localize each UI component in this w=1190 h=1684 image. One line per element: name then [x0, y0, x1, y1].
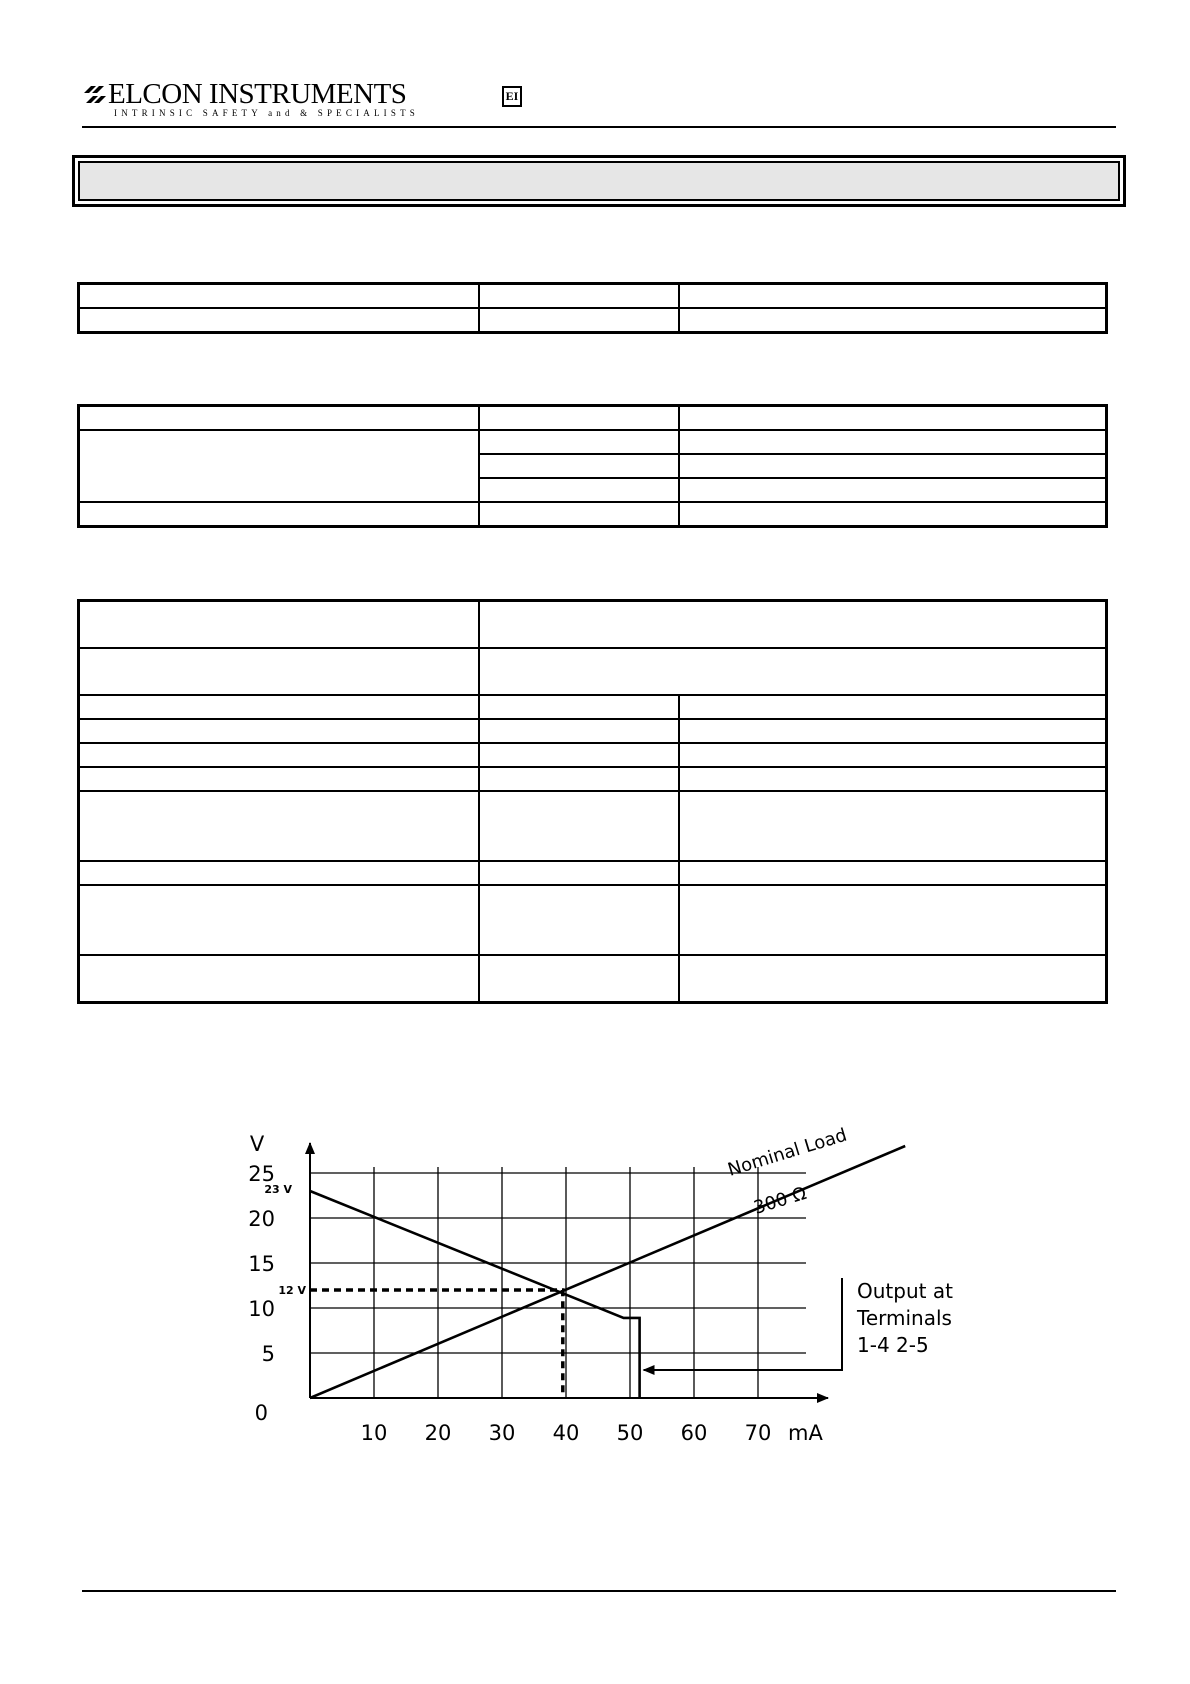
- elcon-logo-icon: [84, 86, 106, 104]
- table-cell: [479, 743, 679, 767]
- table-cell: [479, 601, 1107, 649]
- chart-series: [310, 1146, 905, 1398]
- table-cell: [79, 502, 479, 527]
- table-cell: [79, 861, 479, 885]
- y-tick-label: 15: [248, 1252, 275, 1276]
- title-band-inner: [78, 161, 1120, 201]
- table-cell: [679, 695, 1107, 719]
- table-row: [79, 284, 1107, 309]
- y-tick-label: 5: [261, 1342, 275, 1366]
- table-cell: [479, 719, 679, 743]
- x-tick-label: 60: [680, 1421, 708, 1445]
- table-row: [79, 502, 1107, 527]
- table-cell: [679, 885, 1107, 955]
- table-cell: [679, 502, 1107, 527]
- table-cell: [679, 719, 1107, 743]
- table-row: [79, 406, 1107, 431]
- table-cell: [679, 861, 1107, 885]
- output-callout-arrow: [644, 1278, 842, 1370]
- table-cell: [679, 430, 1107, 454]
- x-tick-label: 10: [360, 1421, 388, 1445]
- y-tick-label: 25: [248, 1162, 275, 1186]
- table-cell: [679, 767, 1107, 791]
- table-cell: [479, 767, 679, 791]
- table-cell: [79, 308, 479, 333]
- output-characteristic-chart: [230, 1116, 970, 1466]
- spec-table-3: [77, 599, 1108, 1004]
- page-header: [84, 80, 1114, 128]
- y-tick-label: 10: [248, 1297, 275, 1321]
- table-row: [79, 648, 1107, 695]
- table-cell: [479, 502, 679, 527]
- table-cell: [479, 861, 679, 885]
- table-cell: [479, 885, 679, 955]
- table-cell: [679, 791, 1107, 861]
- table-cell: [479, 406, 679, 431]
- table-row: [79, 861, 1107, 885]
- table-cell: [79, 284, 479, 309]
- table-cell: [79, 791, 479, 861]
- y-tick-label: 20: [248, 1207, 275, 1231]
- brand-tagline: INTRINSIC SAFETY and & SPECIALISTS: [114, 108, 419, 118]
- table-cell: [79, 430, 479, 502]
- table-cell: [679, 406, 1107, 431]
- table-row: [79, 743, 1107, 767]
- table-cell: [479, 454, 679, 478]
- footer-rule: [82, 1590, 1116, 1592]
- nominal-load-label: Nominal Load: [725, 1124, 850, 1181]
- x-tick-label: 50: [616, 1421, 644, 1445]
- x-tick-label: 30: [488, 1421, 516, 1445]
- table-cell: [79, 743, 479, 767]
- table-cell: [679, 478, 1107, 502]
- table-cell: [679, 308, 1107, 333]
- x-axis-unit: mA: [788, 1421, 823, 1445]
- brand-box-logo: EI: [502, 86, 522, 107]
- chart-gridlines: [310, 1167, 806, 1398]
- table-cell: [679, 743, 1107, 767]
- output-label-line-1: Output at: [857, 1279, 953, 1303]
- table-row: [79, 695, 1107, 719]
- table-cell: [79, 767, 479, 791]
- table-row: [79, 601, 1107, 649]
- header-rule: [82, 126, 1116, 128]
- table-cell: [79, 406, 479, 431]
- table-cell: [479, 308, 679, 333]
- load-resistance-label: 300 Ω: [751, 1182, 809, 1219]
- table-cell: [79, 648, 479, 695]
- table-cell: [479, 478, 679, 502]
- table-row: [79, 955, 1107, 1003]
- table-cell: [79, 695, 479, 719]
- x-tick-label: 20: [424, 1421, 452, 1445]
- chart-axes: [310, 1143, 828, 1398]
- table-cell: [479, 284, 679, 309]
- table-cell: [79, 955, 479, 1003]
- table-row: [79, 719, 1107, 743]
- table-cell: [679, 284, 1107, 309]
- table-cell: [79, 885, 479, 955]
- table-cell: [79, 719, 479, 743]
- x-tick-label: 40: [552, 1421, 580, 1445]
- table-cell: [479, 430, 679, 454]
- origin-label: 0: [254, 1401, 268, 1425]
- output-label-line-3: 1-4 2-5: [857, 1333, 929, 1357]
- output-label-line-2: Terminals: [857, 1306, 952, 1330]
- table-cell: [679, 454, 1107, 478]
- spec-table-2: [77, 404, 1108, 528]
- table-cell: [79, 601, 479, 649]
- y-axis-unit: V: [249, 1132, 265, 1156]
- marker-23v: 23 V: [264, 1183, 292, 1196]
- table-row: [79, 308, 1107, 333]
- table-cell: [679, 955, 1107, 1003]
- table-cell: [479, 648, 1107, 695]
- nominal-load-line: [310, 1146, 905, 1398]
- brand-name: ELCON INSTRUMENTS: [108, 78, 407, 110]
- output-characteristic-line: [310, 1191, 640, 1398]
- marker-12v: 12 V: [278, 1284, 306, 1297]
- table-row: [79, 791, 1107, 861]
- title-band: [72, 155, 1126, 207]
- table-row: [79, 767, 1107, 791]
- table-cell: [479, 791, 679, 861]
- spec-table-1: [77, 282, 1108, 334]
- table-cell: [479, 955, 679, 1003]
- table-row: [79, 885, 1107, 955]
- table-cell: [479, 695, 679, 719]
- table-row: [79, 430, 1107, 454]
- x-tick-label: 70: [744, 1421, 772, 1445]
